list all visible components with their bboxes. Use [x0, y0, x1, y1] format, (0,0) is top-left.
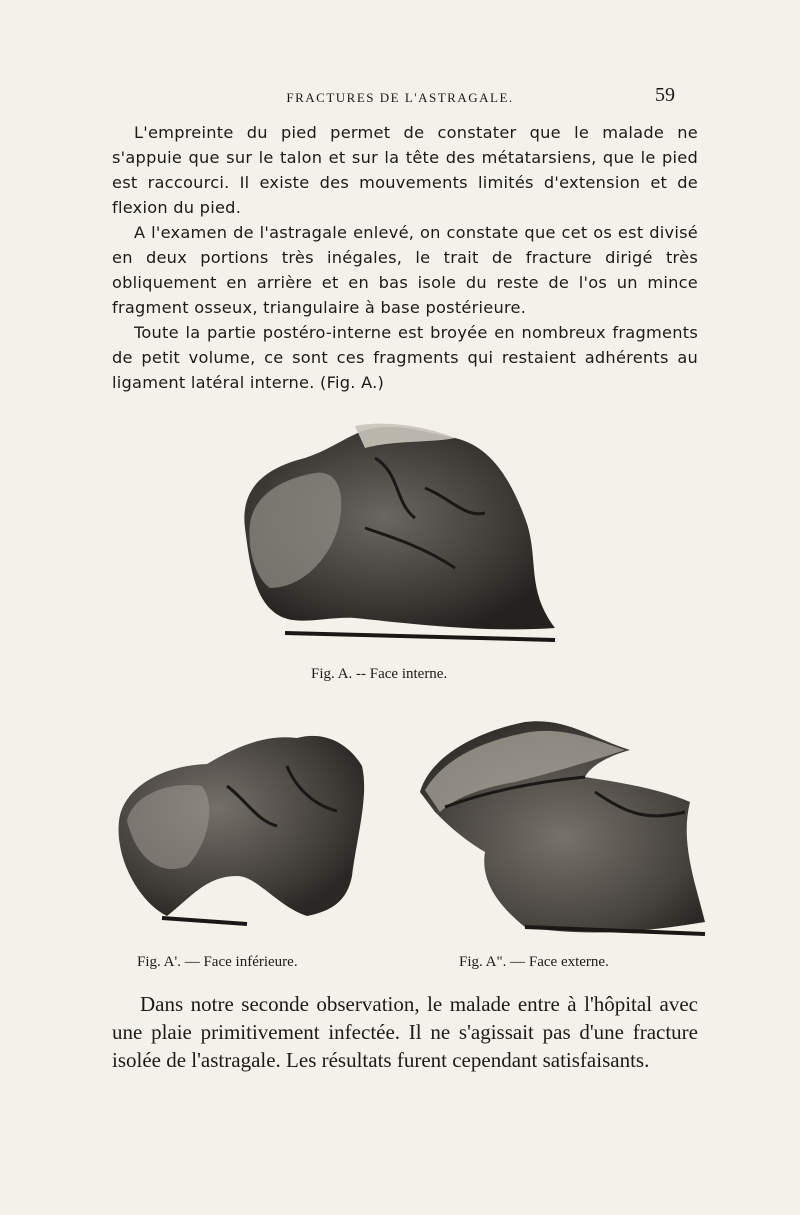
closing-text: [112, 990, 698, 1074]
running-title: FRACTURES DE L'ASTRAGALE.: [286, 90, 514, 105]
page-number: 59: [655, 84, 675, 106]
figure-a-prime-caption: Fig. A'. — Face inférieure.: [137, 954, 298, 970]
paragraph: L'empreinte du pied permet de constater que le malade ne s'appuie que sur le talon et sur la tête des métatarsiens, que le pied est raccourci. Il existe des mouvements limités d'extension et de flexion du pied.: [112, 123, 698, 217]
figure-a-caption: Fig. A. -- Face interne.: [311, 666, 448, 682]
figure-a-prime-bone-illustration: [107, 726, 372, 931]
body-text: [112, 120, 698, 395]
paragraph: Toute la partie postéro-interne est broyée en nombreux fragments de petit volume, ce sont ces fragments qui restaient adhérents au ligament latéral interne. (Fig. A.): [112, 323, 698, 392]
paragraph: Dans notre seconde observation, le malade entre à l'hôpital avec une plaie primitivement infectée. Il ne s'agissait pas d'une fracture isolée de l'astragale. Les résultats furent cependant satisfaisants.: [112, 992, 698, 1072]
paragraph: A l'examen de l'astragale enlevé, on constate que cet os est divisé en deux portions très inégales, le trait de fracture dirigé très obliquement en arrière et en bas isole du reste de l'os un mince fragment osseux, triangulaire à base postérieure.: [112, 223, 698, 317]
figure-a-bone-illustration: [225, 418, 575, 658]
figure-a-double-prime-caption: Fig. A". — Face externe.: [459, 954, 609, 970]
figure-a-double-prime-bone-illustration: [405, 712, 715, 942]
